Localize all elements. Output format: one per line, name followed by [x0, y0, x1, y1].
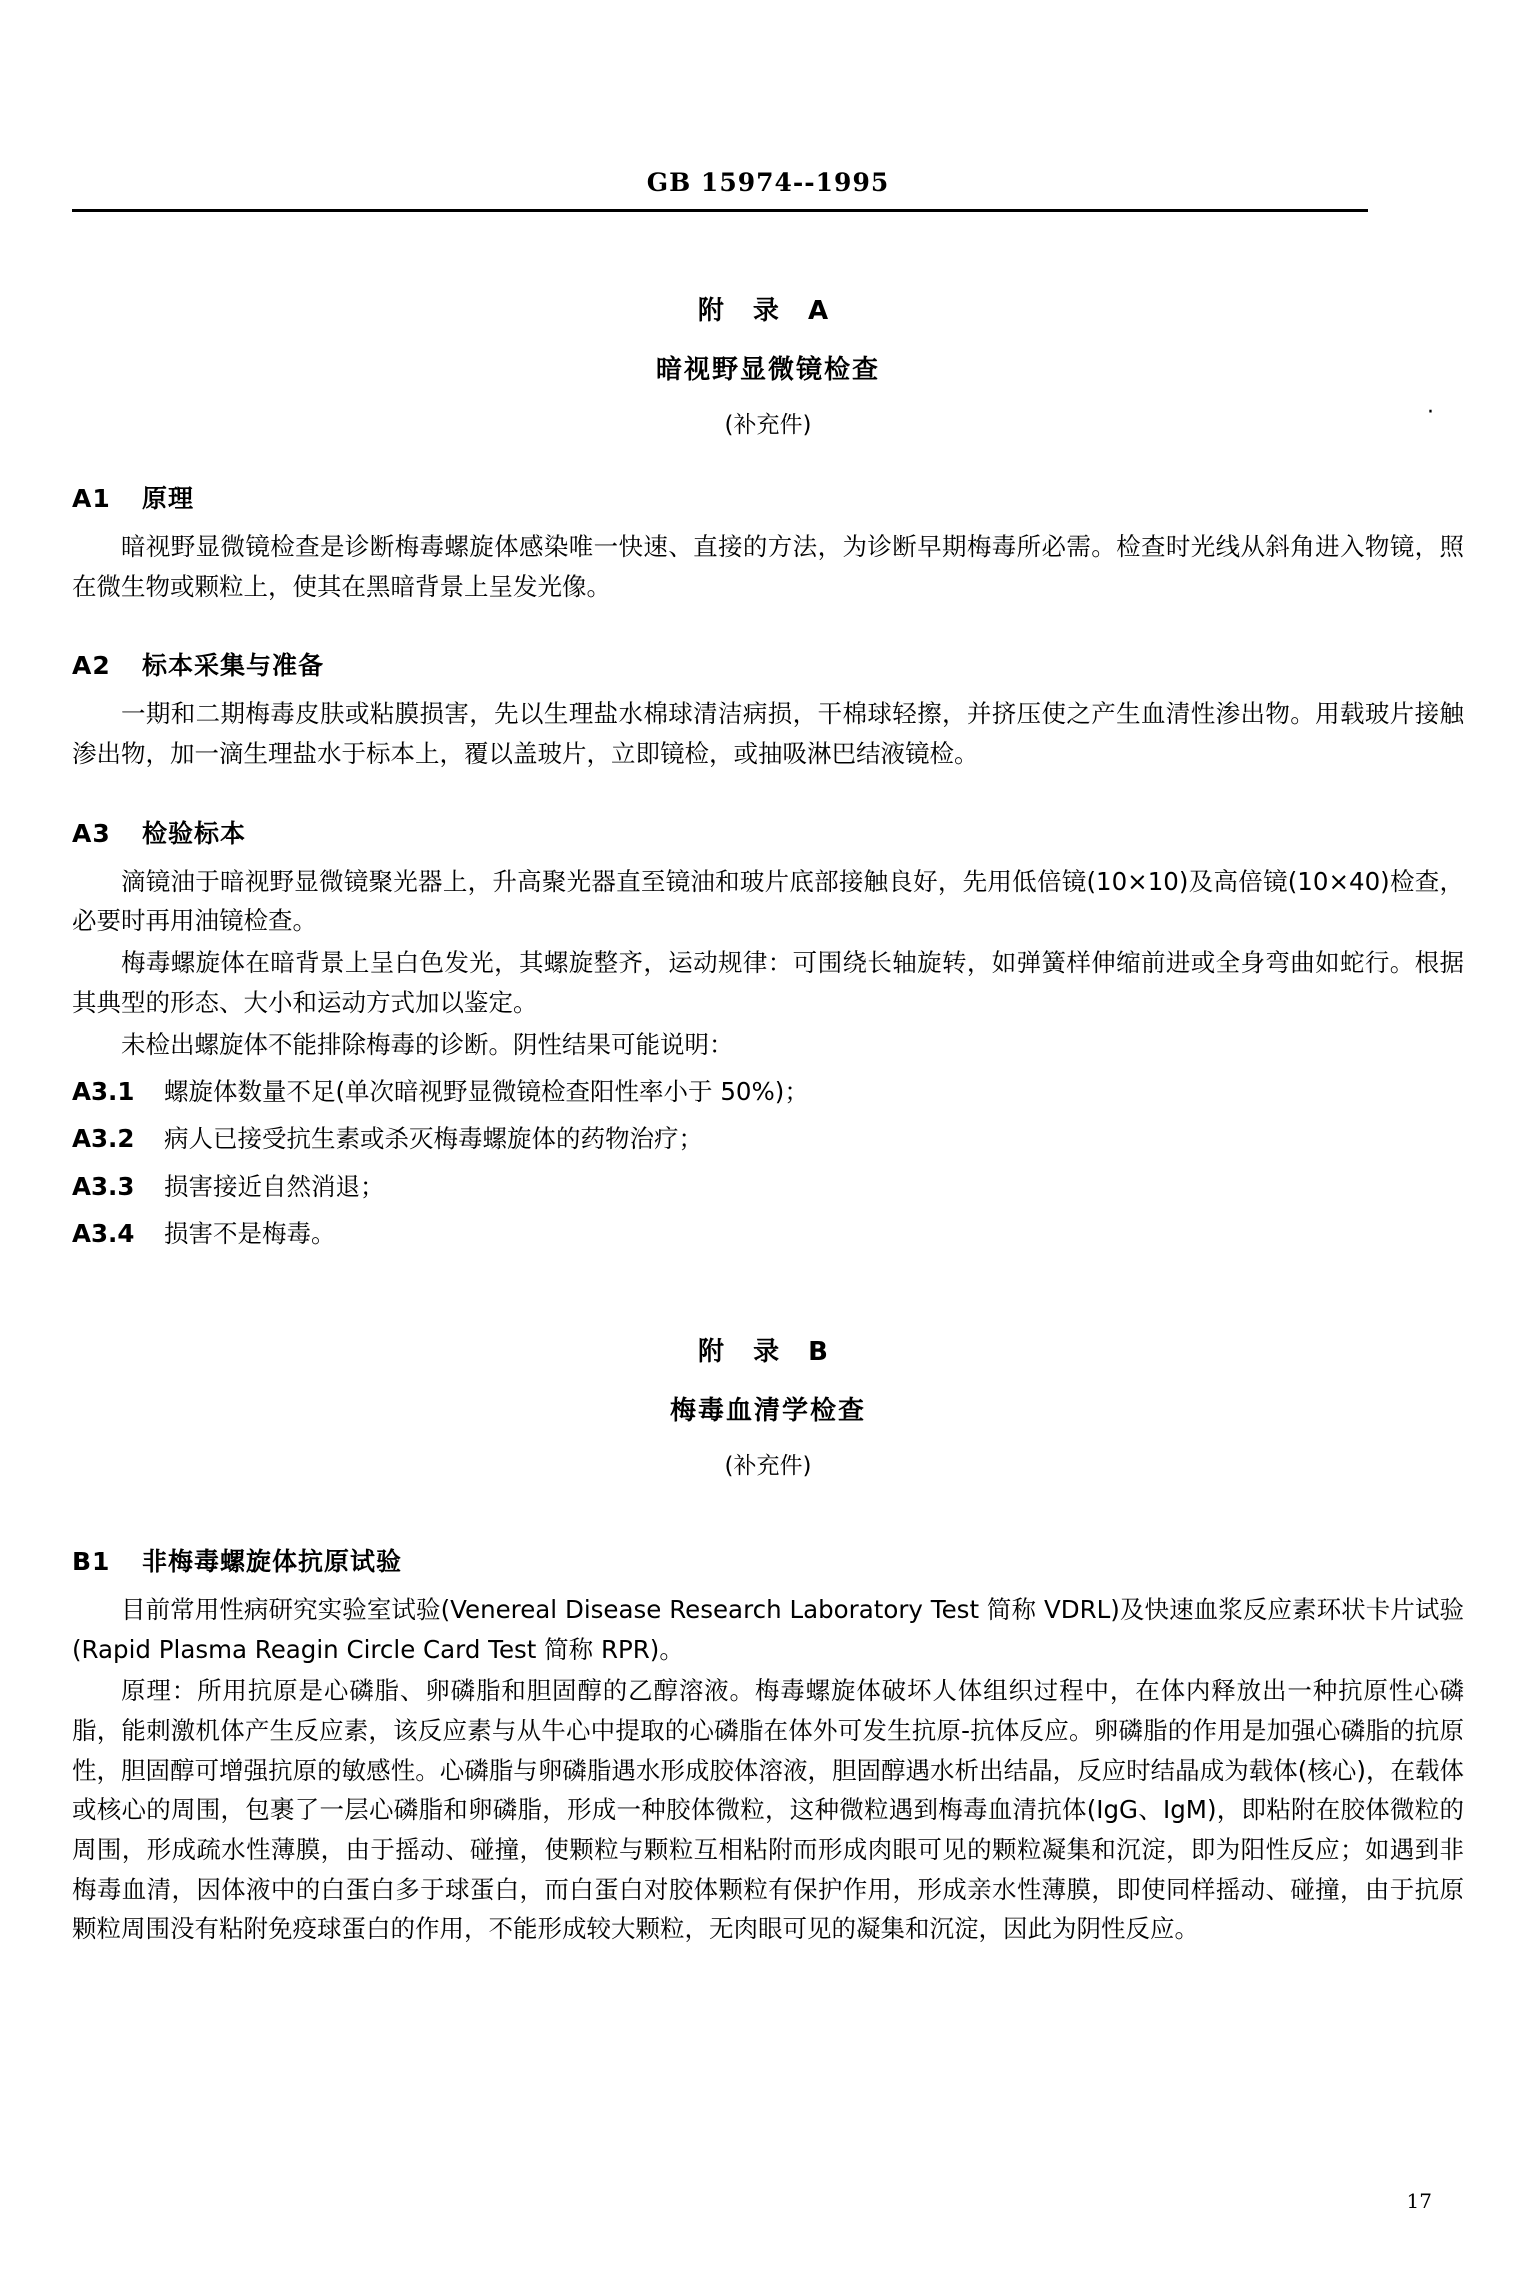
- section-title-a1: 原理: [142, 484, 195, 513]
- appendix-a-note: (补充件): [724, 412, 812, 438]
- sub-item-text-a3-3: 损害接近自然消退；: [164, 1171, 385, 1201]
- section-heading-a1: [72, 479, 1464, 515]
- sub-item-number-a3-4: A3.4: [72, 1218, 135, 1248]
- paragraph-a3-1: 滴镜油于暗视野显微镜聚光器上，升高聚光器直至镜油和玻片底部接触良好，先用低倍镜(10×10)及高倍镜(10×40)检查，必要时再用油镜检查。: [72, 866, 1464, 936]
- sub-item-number-a3-2: A3.2: [72, 1124, 135, 1154]
- sub-item-text-a3-4: 损害不是梅毒。: [164, 1218, 336, 1248]
- paragraph-b1-2: 原理：所用抗原是心磷脂、卵磷脂和胆固醇的乙醇溶液。梅毒螺旋体破坏人体组织过程中，在体内释放出一种抗原性心磷脂，能刺激机体产生反应素，该反应素与从牛心中提取的心磷脂在体外可发生抗原-抗体反应。卵磷脂的作用是加强心磷脂的抗原性，胆固醇可增强抗原的敏感性。心磷脂与卵磷脂遇水形成胶体溶液，胆固醇遇水析出结晶，反应时结晶成为载体(核心)，在载体或核心的周围，包裹了一层心磷脂和卵磷脂，形成一种胶体微粒，这种微粒遇到梅毒血清抗体(IgG、IgM)，即粘附在胶体微粒的周围，形成疏水性薄膜，由于摇动、碰撞，使颗粒与颗粒互相粘附而形成肉眼可见的颗粒凝集和沉淀，即为阳性反应；如遇到非梅毒血清，因体液中的白蛋白多于球蛋白，而白蛋白对胶体颗粒有保护作用，形成亲水性薄膜，即使同样摇动、碰撞，由于抗原颗粒周围没有粘附免疫球蛋白的作用，不能形成较大颗粒，无肉眼可见的凝集和沉淀，因此为阴性反应。: [72, 1676, 1464, 1944]
- section-heading-b1: [72, 1542, 1464, 1578]
- appendix-a-title: 附 录 A: [697, 296, 839, 326]
- list-item: [72, 1214, 1464, 1253]
- section-number-a2: A2: [72, 651, 111, 681]
- list-item: [72, 1119, 1464, 1158]
- section-title-a2: 标本采集与准备: [142, 651, 325, 681]
- appendix-b-subtitle: 梅毒血清学检查: [669, 1395, 866, 1426]
- paragraph-a2-1: 一期和二期梅毒皮肤或粘膜损害，先以生理盐水棉球清洁病损，干棉球轻擦，并挤压使之产生血清性渗出物。用载玻片接触渗出物，加一滴生理盐水于标本上，覆以盖玻片，立即镜检，或抽吸淋巴结液镜检。: [72, 699, 1464, 769]
- header-divider: [72, 209, 1368, 212]
- paragraph-b1-1: 目前常用性病研究实验室试验(Venereal Disease Research Laboratory Test 简称 VDRL)及快速血浆反应素环状卡片试验(Rapid Plasma Reagin Circle Card Test 简称 RPR)。: [72, 1594, 1464, 1664]
- page-number: 17: [1406, 2189, 1432, 2213]
- appendix-b-title: 附 录 B: [698, 1336, 838, 1367]
- paragraph-a3-3: 未检出螺旋体不能排除梅毒的诊断。阴性结果可能说明：: [121, 1029, 734, 1059]
- list-item: [72, 1167, 1464, 1206]
- section-number-b1: B1: [72, 1546, 111, 1576]
- appendix-b-note: (补充件): [724, 1452, 812, 1479]
- paragraph-a1-1: 暗视野显微镜检查是诊断梅毒螺旋体感染唯一快速、直接的方法，为诊断早期梅毒所必需。检查时光线从斜角进入物镜，照在微生物或颗粒上，使其在黑暗背景上呈发光像。: [72, 532, 1464, 601]
- list-item: [72, 1072, 1464, 1111]
- paragraph-a3-2: 梅毒螺旋体在暗背景上呈白色发光，其螺旋整齐，运动规律：可围绕长轴旋转，如弹簧样伸缩前进或全身弯曲如蛇行。根据其典型的形态、大小和运动方式加以鉴定。: [72, 948, 1464, 1017]
- sub-item-number-a3-1: A3.1: [72, 1077, 135, 1107]
- section-heading-a2: [72, 646, 1464, 682]
- sub-item-text-a3-1: 螺旋体数量不足(单次暗视野显微镜检查阳性率小于 50%)；: [164, 1077, 809, 1107]
- page-header-standard-number: GB 15974--1995: [646, 168, 890, 197]
- margin-dot-mark: ·: [1427, 400, 1434, 425]
- sub-item-number-a3-3: A3.3: [72, 1171, 135, 1201]
- section-heading-a3: [72, 814, 1464, 850]
- page-content: [72, 0, 1464, 2285]
- section-title-a3: 检验标本: [142, 818, 247, 848]
- section-number-a3: A3: [72, 818, 111, 848]
- section-title-b1: 非梅毒螺旋体抗原试验: [142, 1546, 403, 1576]
- appendix-a-subtitle: 暗视野显微镜检查: [655, 355, 880, 385]
- section-number-a1: A1: [72, 484, 111, 513]
- sub-item-text-a3-2: 病人已接受抗生素或杀灭梅毒螺旋体的药物治疗；: [164, 1124, 703, 1154]
